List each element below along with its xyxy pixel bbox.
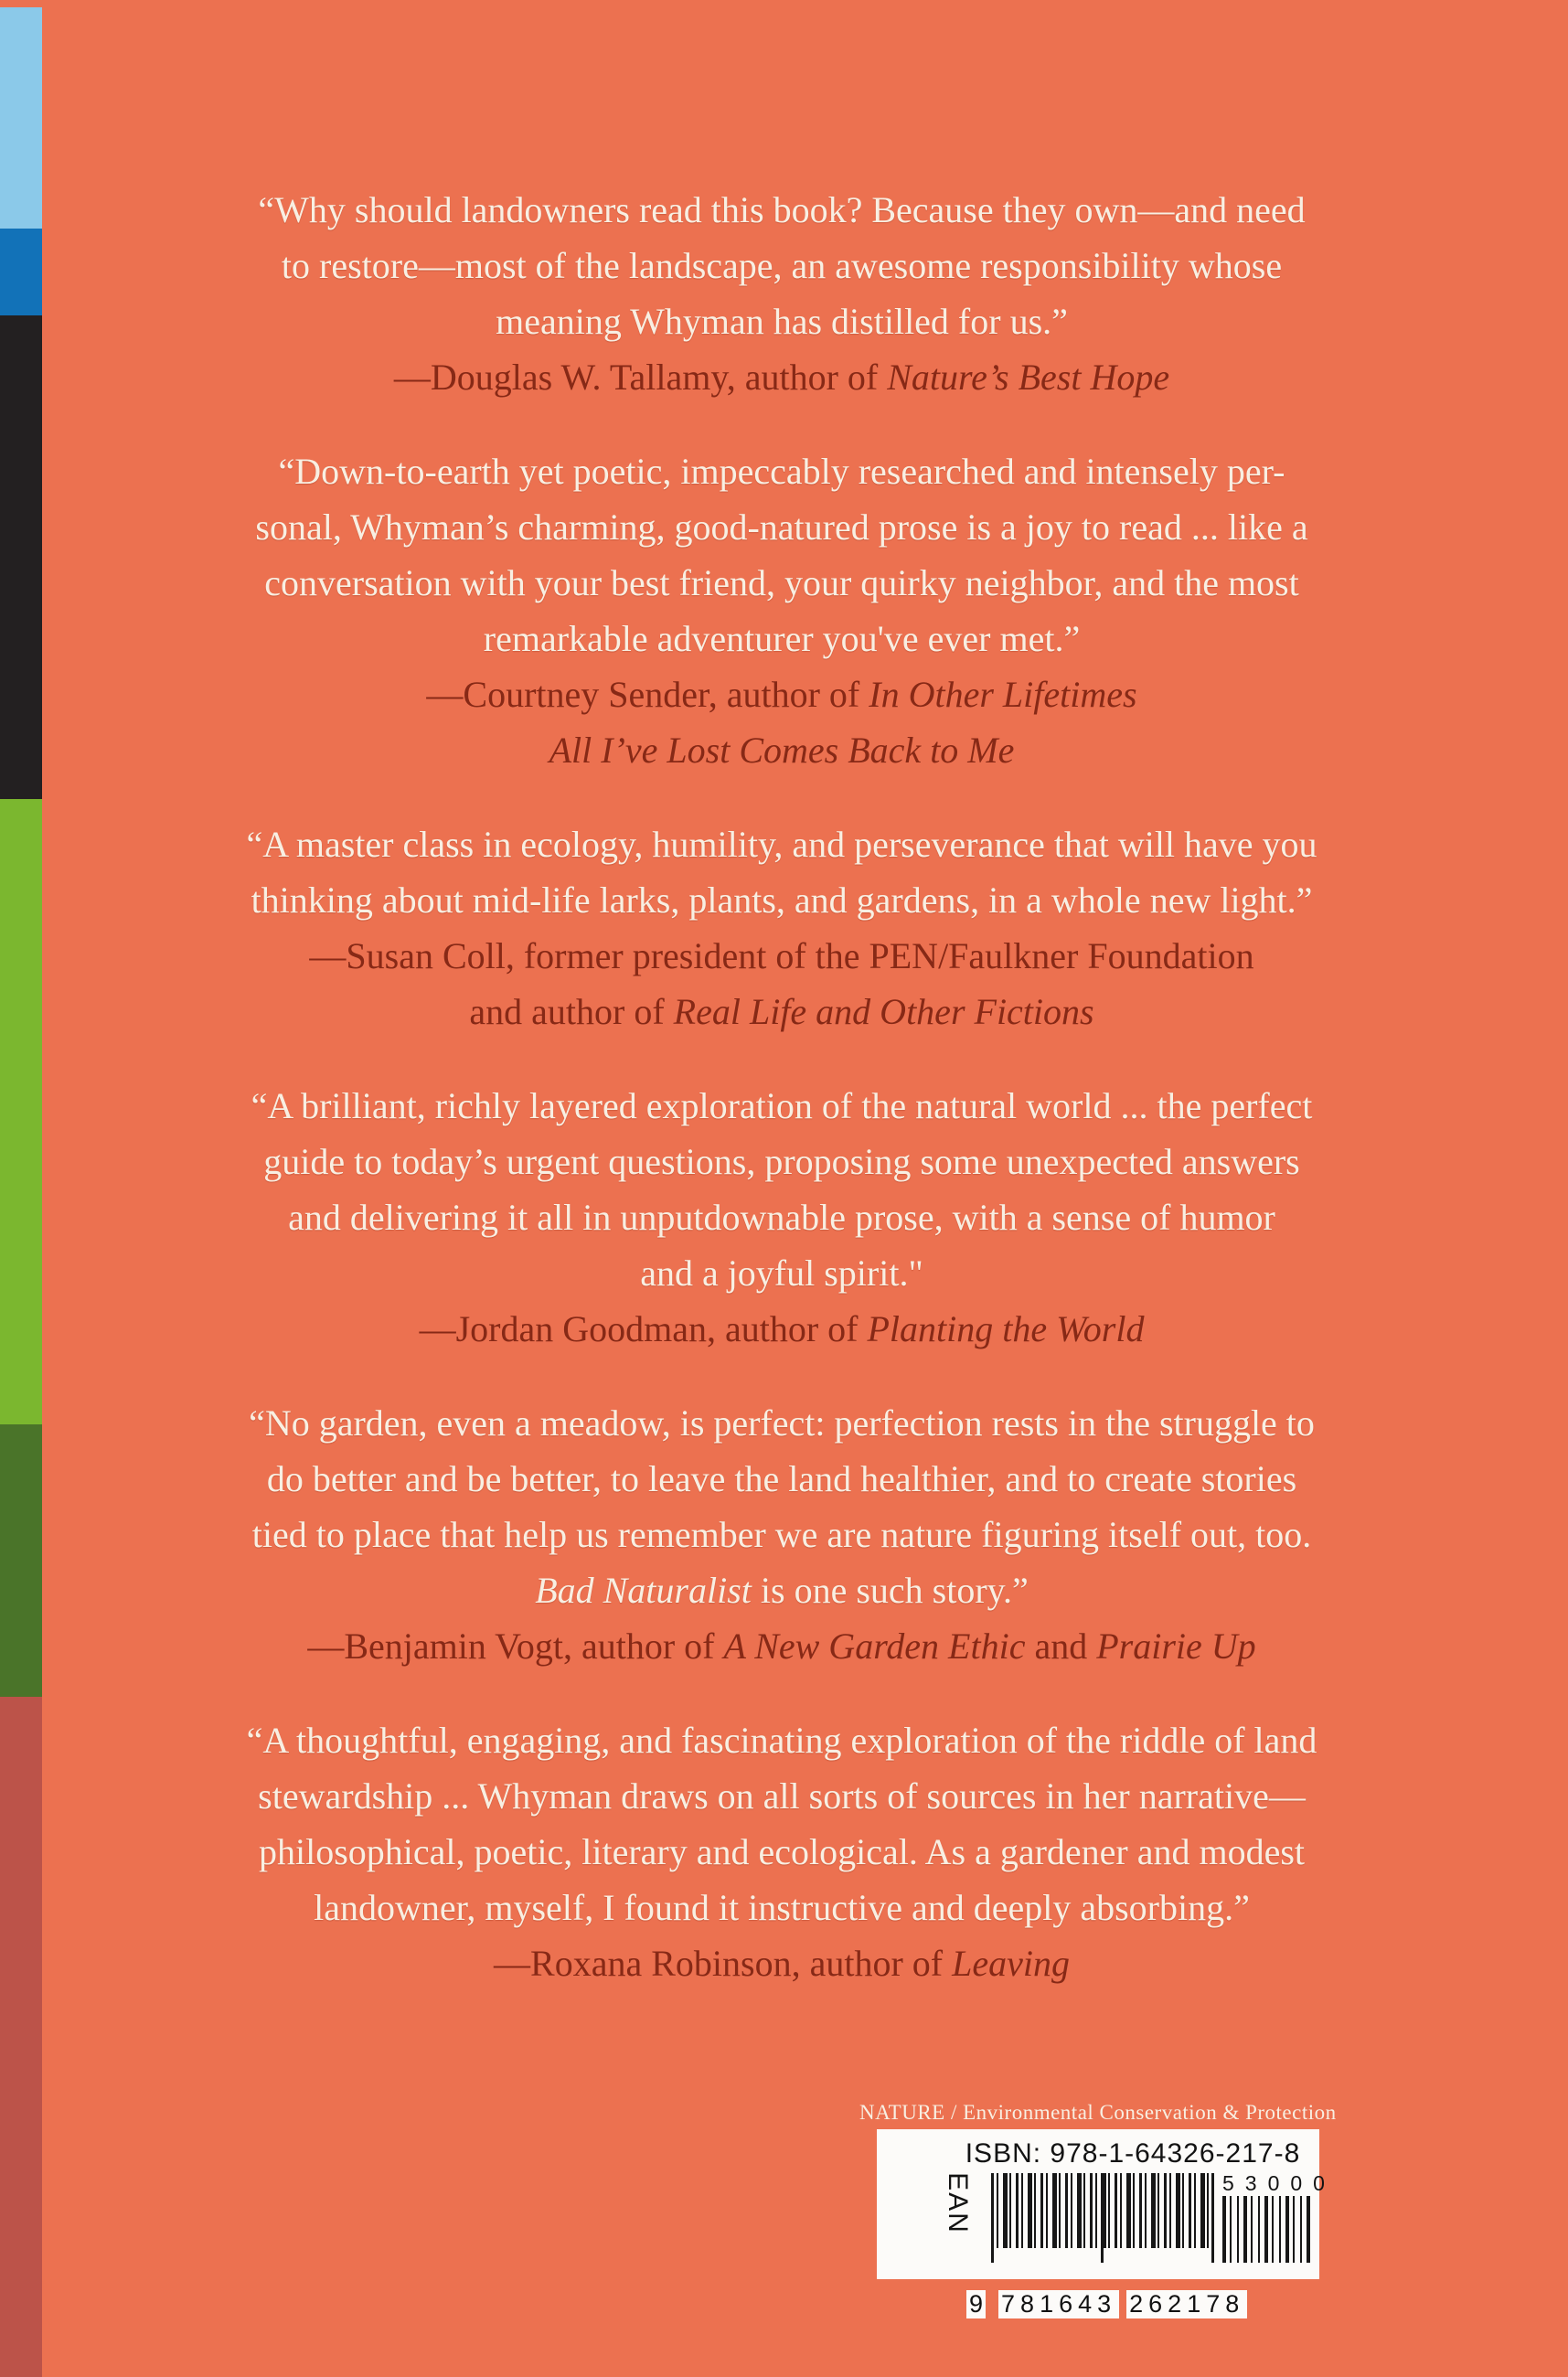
- quote-line: “A brilliant, richly layered exploration of the natural world ... the perfect: [251, 1085, 1313, 1126]
- barcode-digit-group: 262178: [1126, 2290, 1247, 2318]
- quote-block: [91, 182, 1472, 405]
- category-label: NATURE / Environmental Conservation & Protection: [859, 2101, 1337, 2124]
- quote-block: [91, 443, 1472, 778]
- quote-attribution: [91, 1301, 1472, 1357]
- quote-line: guide to today’s urgent questions, proposing some unexpected answers: [263, 1141, 1300, 1182]
- quote-line: “A master class in ecology, humility, and perseverance that will have you: [246, 824, 1317, 865]
- quote-line: Bad Naturalist is one such story.”: [535, 1570, 1029, 1611]
- barcode-supplement-digits: 53000: [1222, 2171, 1336, 2195]
- barcode-digit-group: 781643: [998, 2290, 1119, 2318]
- quote-text: [91, 1712, 1472, 1935]
- quote-block: [91, 1078, 1472, 1357]
- quote-line: “Why should landowners read this book? Because they own—and need: [258, 189, 1306, 230]
- quote-line: thinking about mid-life larks, plants, and gardens, in a whole new light.”: [251, 879, 1313, 921]
- spine-segment-blue: [0, 229, 42, 315]
- spine-segment-sky-blue: [0, 7, 42, 229]
- quote-line: meaning Whyman has distilled for us.”: [496, 301, 1068, 342]
- barcode-guard-bar: [991, 2173, 994, 2263]
- ean-label: [921, 2167, 994, 2240]
- quote-attribution: [91, 1618, 1472, 1674]
- quote-line: landowner, myself, I found it instructive and deeply absorbing.”: [314, 1887, 1250, 1928]
- attribution-line: and author of Real Life and Other Fictions: [469, 991, 1094, 1032]
- quote-line: remarkable adventurer you've ever met.”: [483, 618, 1081, 659]
- quote-line: tied to place that help us remember we are nature figuring itself out, too.: [251, 1514, 1312, 1555]
- quote-line: and a joyful spirit.": [640, 1252, 923, 1294]
- attribution-line: All I’ve Lost Comes Back to Me: [549, 730, 1015, 771]
- quote-line: “Down-to-earth yet poetic, impeccably researched and intensely per-: [278, 451, 1285, 492]
- quote-attribution: [91, 1935, 1472, 1991]
- spine-segment-dark-green: [0, 1424, 42, 1697]
- spine-segment-light-green: [0, 799, 42, 1424]
- ean13-barcode: [969, 2173, 1245, 2318]
- barcode-panel: [877, 2129, 1336, 2318]
- barcode-guard-bar: [1211, 2173, 1214, 2263]
- quote-line: “A thoughtful, engaging, and fascinating exploration of the riddle of land: [246, 1720, 1317, 1761]
- quote-line: do better and be better, to leave the land healthier, and to create stories: [266, 1458, 1297, 1499]
- quote-line: and delivering it all in unputdownable prose, with a sense of humor: [288, 1197, 1275, 1238]
- isbn-label: ISBN: 978-1-64326-217-8: [965, 2138, 1301, 2169]
- quote-line: sonal, Whyman’s charming, good-natured prose is a joy to read ... like a: [255, 506, 1308, 548]
- quote-line: philosophical, poetic, literary and ecological. As a gardener and modest: [258, 1831, 1306, 1872]
- spine-color-strip: [0, 0, 42, 2377]
- blurb-column: [91, 182, 1472, 2030]
- quote-text: [91, 182, 1472, 349]
- ean-label-text: EAN: [943, 2172, 973, 2234]
- barcode-digit-group: 9: [966, 2290, 986, 2318]
- attribution-line: —Roxana Robinson, author of Leaving: [494, 1943, 1070, 1984]
- barcode-supplement-bars: [1222, 2196, 1312, 2263]
- quote-line: conversation with your best friend, your quirky neighbor, and the most: [264, 562, 1299, 603]
- barcode-guard-bar: [1101, 2173, 1104, 2263]
- spine-segment-brick-red: [0, 1697, 42, 2377]
- barcode-digits: [966, 2290, 1245, 2318]
- attribution-line: —Jordan Goodman, author of Planting the World: [419, 1308, 1145, 1349]
- quote-block: [91, 1712, 1472, 1991]
- quote-attribution: [91, 349, 1472, 405]
- spine-segment-black: [0, 315, 42, 799]
- attribution-line: —Courtney Sender, author of In Other Lifetimes: [426, 674, 1137, 715]
- quote-block: [91, 1395, 1472, 1674]
- attribution-line: —Susan Coll, former president of the PEN/Faulkner Foundation: [309, 935, 1254, 976]
- quote-attribution: [91, 666, 1472, 778]
- attribution-line: —Benjamin Vogt, author of A New Garden Ethic and Prairie Up: [307, 1626, 1256, 1667]
- attribution-line: —Douglas W. Tallamy, author of Nature’s Best Hope: [393, 357, 1170, 398]
- quote-text: [91, 816, 1472, 928]
- quote-line: “No garden, even a meadow, is perfect: perfection rests in the struggle to: [249, 1402, 1315, 1444]
- quote-attribution: [91, 928, 1472, 1039]
- quote-line: to restore—most of the landscape, an awesome responsibility whose: [281, 245, 1283, 286]
- quote-block: [91, 816, 1472, 1039]
- quote-text: [91, 1078, 1472, 1301]
- quote-text: [91, 443, 1472, 666]
- quote-line: stewardship ... Whyman draws on all sorts of sources in her narrative—: [258, 1775, 1306, 1817]
- quote-text: [91, 1395, 1472, 1618]
